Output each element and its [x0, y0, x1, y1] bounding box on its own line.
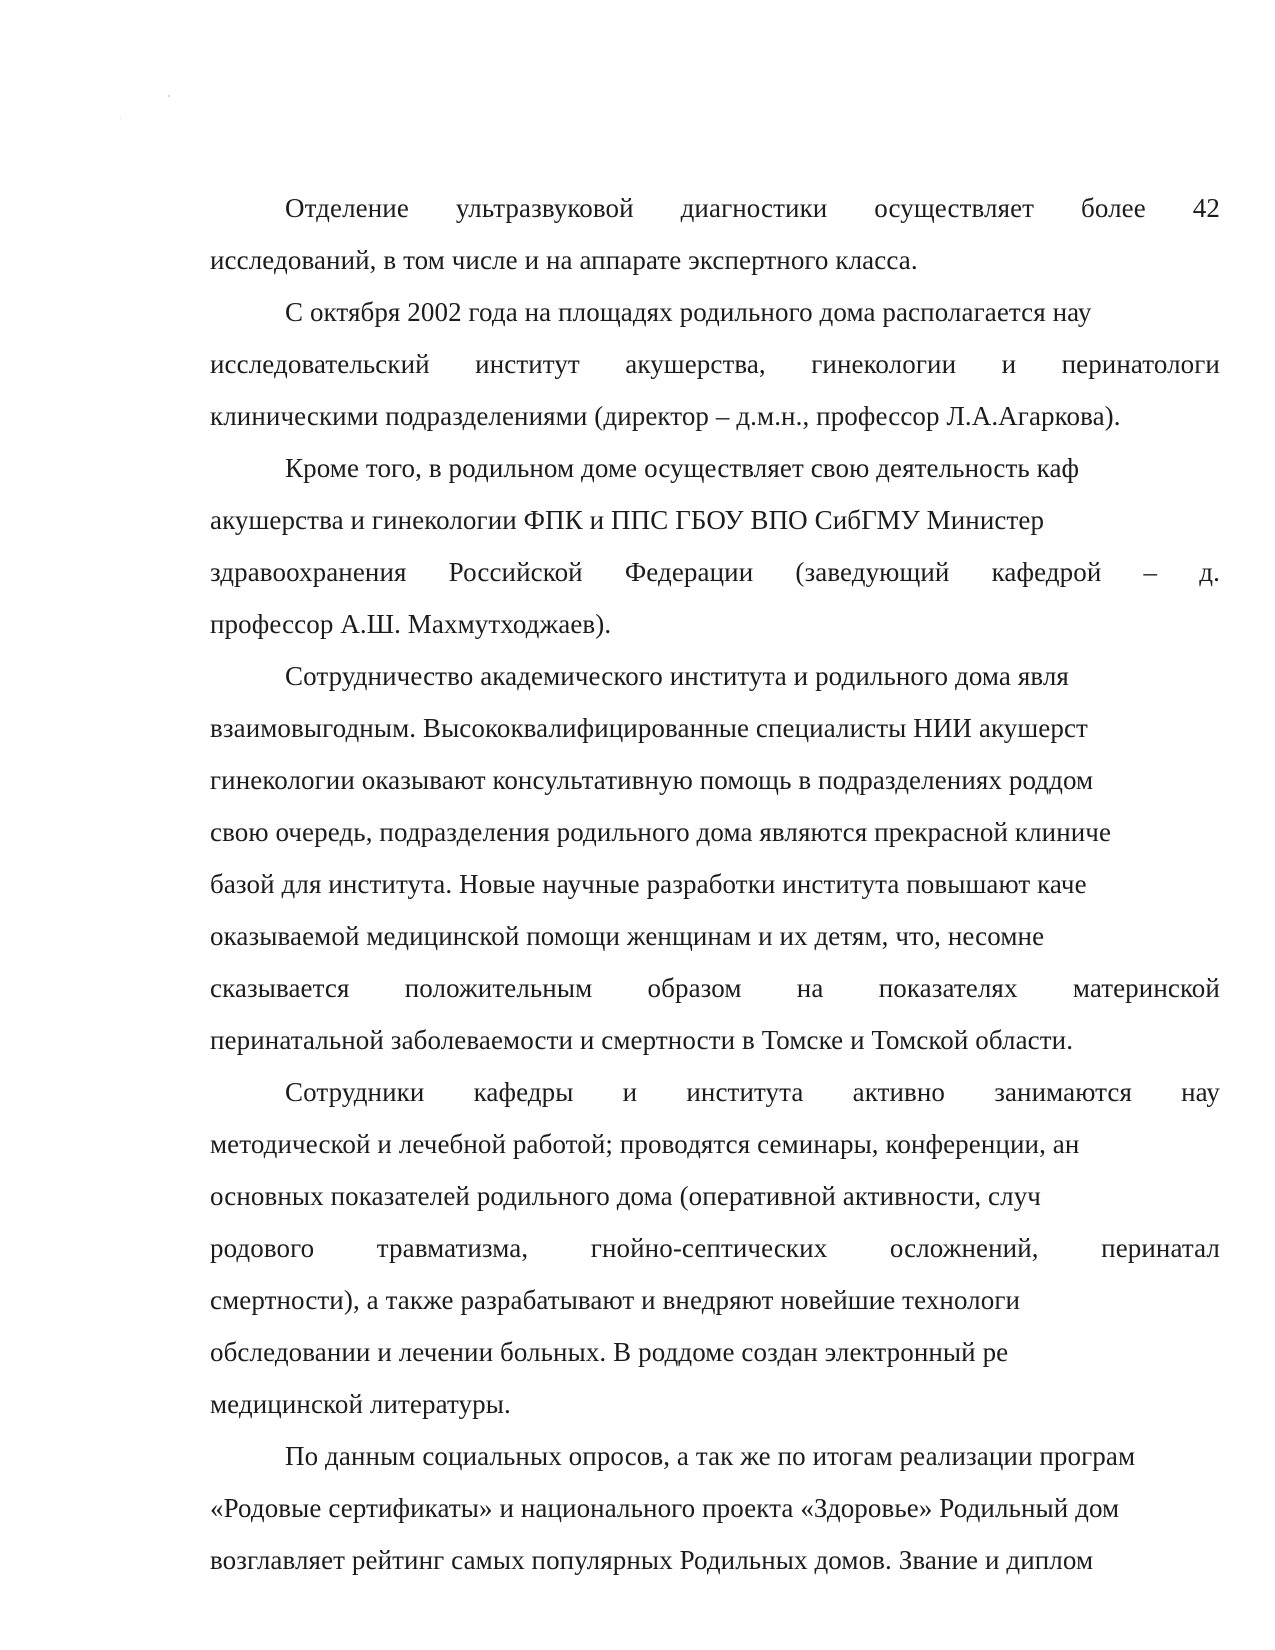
word: родового	[210, 1233, 315, 1263]
paragraph-5-line-1	[285, 1072, 1220, 1112]
paragraph-2-line-2	[210, 344, 1220, 384]
paragraph-4-line-8: перинатальной заболеваемости и смертности в Томске и Томской области.	[210, 1025, 1074, 1055]
paragraph-4-line-7	[210, 968, 1220, 1008]
word: диагностики	[680, 193, 828, 223]
paragraph-1-line-2: исследований, в том числе и на аппарате экспертного класса.	[210, 245, 918, 275]
paragraph-5-line-4	[210, 1228, 1220, 1268]
paragraph-3-line-3	[210, 552, 1220, 592]
paragraph-3-line-2: акушерства и гинекологии ФПК и ППС ГБОУ ВПО СибГМУ Министер	[210, 505, 1045, 535]
word: исследовательский	[210, 349, 430, 379]
paragraph-4-line-1: Сотрудничество академического института и родильного дома явля	[285, 661, 1069, 691]
word: института	[686, 1077, 804, 1107]
word: материнской	[1072, 973, 1220, 1003]
word: здравоохранения	[210, 557, 407, 587]
word: Федерации	[624, 557, 754, 587]
scan-speck	[120, 118, 121, 119]
word: ультразвуковой	[455, 193, 634, 223]
paragraph-5-line-2: методической и лечебной работой; проводятся семинары, конференции, ан	[210, 1129, 1080, 1159]
word: перинатологи	[1061, 349, 1220, 379]
paragraph-4-line-4: свою очередь, подразделения родильного дома являются прекрасной клиниче	[210, 817, 1112, 847]
word: гнойно-септических	[590, 1233, 828, 1263]
word: Сотрудники	[285, 1077, 425, 1107]
paragraph-4-line-6: оказываемой медицинской помощи женщинам и их детям, что, несомне	[210, 921, 1045, 951]
word: гинекологии	[811, 349, 957, 379]
scan-speck	[168, 95, 170, 97]
word: активно	[852, 1077, 946, 1107]
word: осуществляет	[874, 193, 1035, 223]
word: на	[796, 973, 824, 1003]
paragraph-3-line-4: профессор А.Ш. Махмутходжаев).	[210, 609, 612, 639]
word: травматизма,	[376, 1233, 529, 1263]
word: показателях	[878, 973, 1018, 1003]
paragraph-4-line-5: базой для института. Новые научные разработки института повышают каче	[210, 869, 1087, 899]
word: занимаются	[994, 1077, 1132, 1107]
word: (заведующий	[795, 557, 950, 587]
paragraph-4-line-2: взаимовыгодным. Высококвалифицированные специалисты НИИ акушерст	[210, 713, 1088, 743]
paragraph-5-line-3: основных показателей родильного дома (оперативной активности, случ	[210, 1181, 1041, 1211]
paragraph-6-line-3: возглавляет рейтинг самых популярных Родильных домов. Звание и диплом	[210, 1545, 1094, 1575]
word: сказывается	[210, 973, 350, 1003]
paragraph-5-line-6: обследовании и лечении больных. В роддоме создан электронный ре	[210, 1337, 1009, 1367]
word: перинатал	[1101, 1233, 1220, 1263]
paragraph-5-line-7: медицинской литературы.	[210, 1389, 511, 1419]
word: осложнений,	[889, 1233, 1039, 1263]
word: акушерства,	[625, 349, 766, 379]
word: 42	[1192, 193, 1220, 223]
word: образом	[647, 973, 742, 1003]
word: нау	[1181, 1077, 1220, 1107]
paragraph-6-line-1: По данным социальных опросов, а так же по итогам реализации програм	[285, 1441, 1136, 1471]
word: более	[1081, 193, 1146, 223]
paragraph-2-line-3: клиническими подразделениями (директор – д.м.н., профессор Л.А.Агаркова).	[210, 401, 1121, 431]
word: кафедры	[473, 1077, 574, 1107]
word: Отделение	[285, 193, 409, 223]
paragraph-1-line-1	[285, 188, 1220, 228]
paragraph-2-line-1: С октября 2002 года на площадях родильного дома располагается нау	[285, 297, 1092, 327]
word: кафедрой	[991, 557, 1102, 587]
word: д.	[1199, 557, 1220, 587]
word: и	[622, 1077, 638, 1107]
word: и	[1001, 349, 1017, 379]
word: Российской	[448, 557, 583, 587]
word: –	[1143, 557, 1158, 587]
paragraph-5-line-5: смертности), а также разрабатывают и внедряют новейшие технологи	[210, 1285, 1021, 1315]
paragraph-6-line-2: «Родовые сертификаты» и национального проекта «Здоровье» Родильный дом	[210, 1493, 1120, 1523]
word: институт	[475, 349, 580, 379]
paragraph-3-line-1: Кроме того, в родильном доме осуществляет свою деятельность каф	[285, 453, 1080, 483]
word: положительным	[404, 973, 593, 1003]
paragraph-4-line-3: гинекологии оказывают консультативную помощь в подразделениях роддом	[210, 765, 1094, 795]
